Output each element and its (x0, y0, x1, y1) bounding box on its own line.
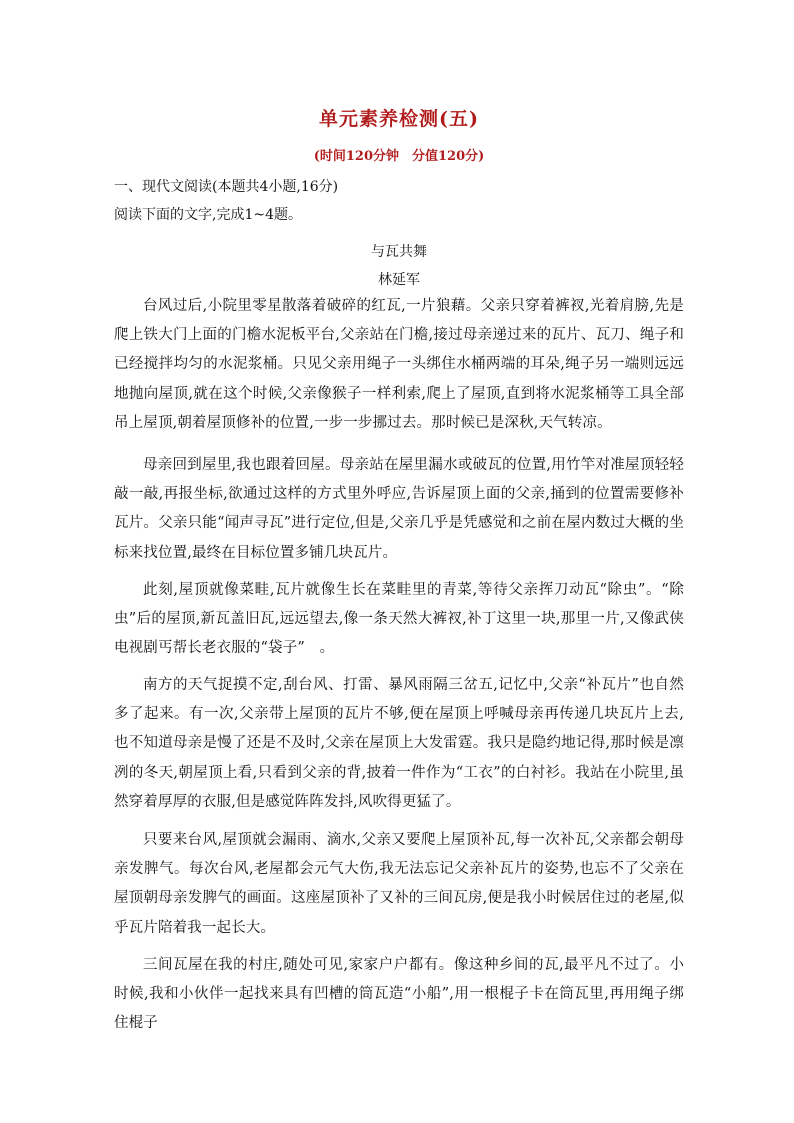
section-heading: 一、现代文阅读(本题共4小题,16分) (114, 179, 339, 195)
exam-time-score: (时间120分钟 分值120分) (313, 149, 485, 164)
article-paragraph: 南方的天气捉摸不定,刮台风、打雷、暴风雨隔三岔五,记忆中,父亲“补瓦片”也自然多了起来。有一次,父亲带上屋顶的瓦片不够,便在屋顶上呼喊母亲再传递几块瓦片上去,也不知道母亲是慢了还是不及时,父亲在屋顶上大发雷霆。我只是隐约地记得,那时候是凛冽的冬天,朝屋顶上看,只看到父亲的背,披着一件作为“工衣”的白衬衫。我站在小院里,虽然穿着厚厚的衣服,但是感觉阵阵发抖,风吹得更猛了。 (114, 677, 684, 810)
reading-instruction: 阅读下面的文字,完成1~4题。 (114, 207, 302, 223)
article-paragraph: 三间瓦屋在我的村庄,随处可见,家家户户都有。像这种乡间的瓦,最平凡不过了。小时候,我和小伙伴一起找来具有凹槽的筒瓦造“小船”,用一根棍子卡在筒瓦里,再用绳子绑住棍子 (114, 957, 684, 1032)
article-title: 与瓦共舞 (371, 244, 427, 260)
page-title: 单元素养检测(五) (319, 108, 479, 130)
article-paragraph: 此刻,屋顶就像菜畦,瓦片就像生长在菜畦里的青菜,等待父亲挥刀动瓦“除虫”。“除虫”后的屋顶,新瓦盖旧瓦,远远望去,像一条天然大裤衩,补丁这里一块,那里一片,又像武侠电视剧丐帮长老衣服的“袋子” 。 (114, 582, 684, 657)
article-author: 林延军 (378, 272, 420, 288)
article-paragraph: 只要来台风,屋顶就会漏雨、滴水,父亲又要爬上屋顶补瓦,每一次补瓦,父亲都会朝母亲发脾气。每次台风,老屋都会元气大伤,我无法忘记父亲补瓦片的姿势,也忘不了父亲在屋顶朝母亲发脾气的画面。这座屋顶补了又补的三间瓦房,便是我小时候居住过的老屋,似乎瓦片陪着我一起长大。 (114, 832, 684, 936)
article-paragraph: 母亲回到屋里,我也跟着回屋。母亲站在屋里漏水或破瓦的位置,用竹竿对准屋顶轻轻敲一敲,再报坐标,欲通过这样的方式里外呼应,告诉屋顶上面的父亲,捅到的位置需要修补瓦片。父亲只能“闻声寻瓦”进行定位,但是,父亲几乎是凭感觉和之前在屋内数过大概的坐标来找位置,最终在目标位置多铺几块瓦片。 (114, 457, 684, 561)
article-paragraph: 台风过后,小院里零星散落着破碎的红瓦,一片狼藉。父亲只穿着裤衩,光着肩膀,先是爬上铁大门上面的门檐水泥板平台,父亲站在门檐,接过母亲递过来的瓦片、瓦刀、绳子和已经搅拌均匀的水泥浆桶。只见父亲用绳子一头绑住水桶两端的耳朵,绳子另一端则远远地抛向屋顶,就在这个时候,父亲像猴子一样利索,爬上了屋顶,直到将水泥浆桶等工具全部吊上屋顶,朝着屋顶修补的位置,一步一步挪过去。那时候已是深秋,天气转凉。 (114, 298, 684, 431)
